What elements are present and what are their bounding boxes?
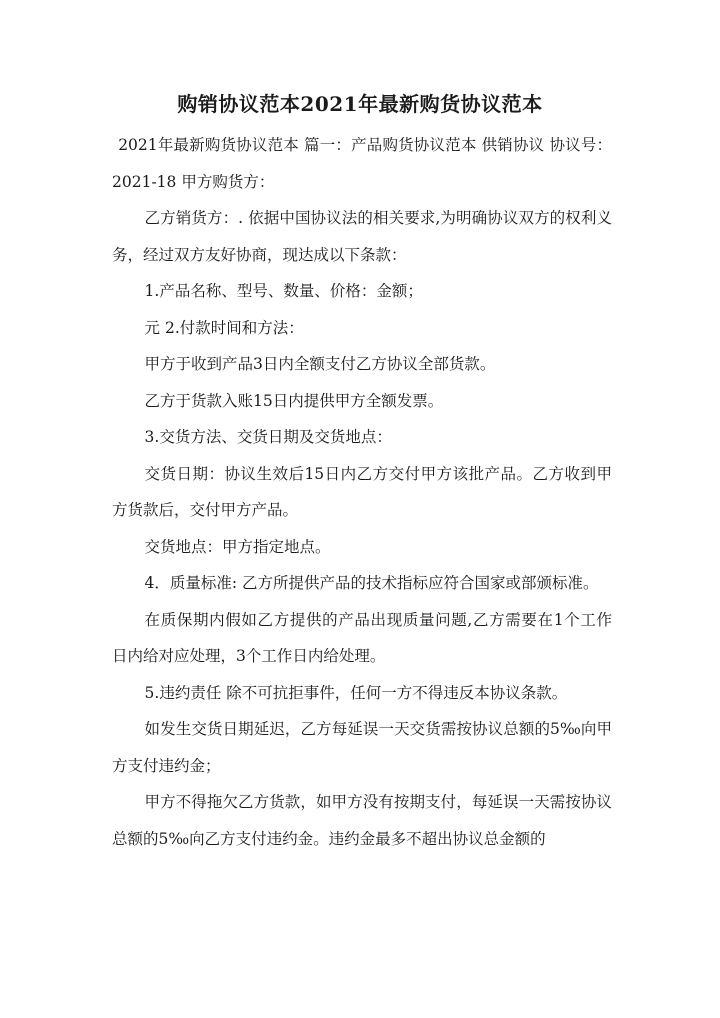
paragraph-seller-penalty: 如发生交货日期延迟，乙方每延误一天交货需按协议总额的5‰向甲 方支付违约金； <box>112 720 612 775</box>
paragraph-intro: 2021年最新购货协议范本 篇一：产品购货协议范本 供销协议 协议号：2021-18 甲方购货方： <box>112 136 612 191</box>
paragraph-delivery-place: 交货地点：甲方指定地点。 <box>144 537 331 556</box>
paragraph-invoice: 乙方于货款入账15日内提供甲方全额发票。 <box>144 391 444 410</box>
paragraph-payment: 甲方于收到产品3日内全额支付乙方协议全部货款。 <box>144 355 496 373</box>
document-title: 购销协议范本2021年最新购货协议范本 <box>177 92 543 116</box>
paragraph-clause-2: 元 2.付款时间和方法： <box>144 318 304 337</box>
paragraph-clause-5: 5.违约责任 除不可抗拒事件，任何一方不得违反本协议条款。 <box>144 683 568 702</box>
paragraph-clause-1: 1.产品名称、型号、数量、价格：金额； <box>144 282 423 300</box>
paragraph-clause-3: 3.交货方法、交货日期及交货地点： <box>144 428 392 446</box>
document-body <box>112 127 612 857</box>
paragraph-seller: 乙方销货方：. 依据中国协议法的相关要求,为明确协议双方的权利义务，经过双方友好协商，现达成以下条款： <box>112 209 612 264</box>
paragraph-buyer-penalty: 甲方不得拖欠乙方货款，如甲方没有按期支付，每延误一天需按协议总额的5‰向乙方支付违约金。违约金最多不超出协议总金额的 <box>112 793 612 848</box>
paragraph-warranty: 在质保期内假如乙方提供的产品出现质量问题,乙方需要在1个工作 日内给对应处理，3个工作日内给处理。 <box>112 610 612 665</box>
paragraph-delivery-date: 交货日期：协议生效后15日内乙方交付甲方该批产品。乙方收到甲方货款后，交付甲方产品。 <box>112 464 612 519</box>
paragraph-clause-4: 4．质量标准: 乙方所提供产品的技术指标应符合国家或部颁标准。 <box>144 574 599 592</box>
